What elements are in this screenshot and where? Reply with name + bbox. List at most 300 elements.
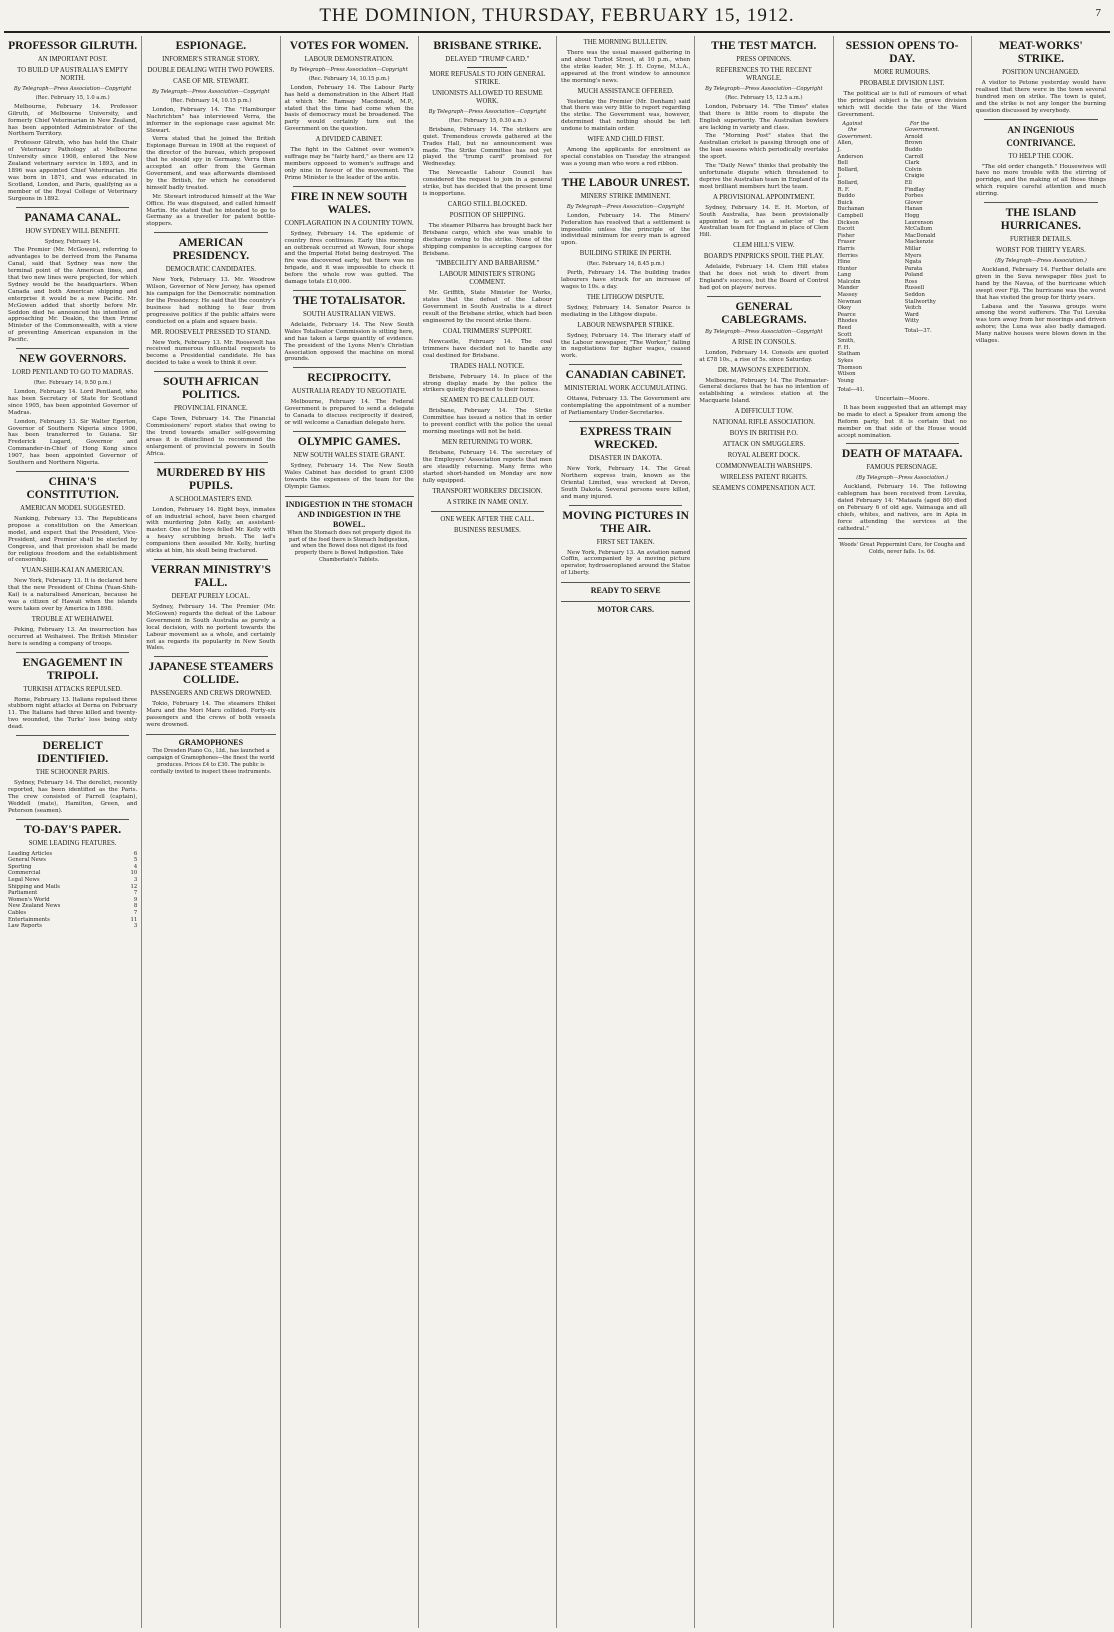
paragraph: Nanking, February 13. The Republicans propose a constitution on the American model, and expect that the President, Vice-President, and Premier shall be elected by Congress, and that provision shall be made for religious freedom and the establishment of censorship. (8, 515, 138, 564)
contents-row (8, 910, 137, 917)
divider (293, 290, 406, 291)
paragraph: Cape Town, February 14. The Financial Commissioners' report states that owing to the trend towards smaller self-governing areas it is disinclined to recommend the enlargement of provincial powers in South Africa. (146, 416, 276, 457)
paragraph: Verra stated that he joined the British Espionage Bureau in 1908 at the request of the director of the bureau, which proposed that he should spy in Germany. Verra then accepted an offer from the German Government, and was afterwards dismissed by the British, for which he considered himself badly treated. (146, 136, 276, 191)
dateline: Sydney, February 14. (44, 238, 101, 245)
contents-row (8, 851, 137, 858)
member-name: Fisher (837, 232, 855, 239)
member-name: Colvin (904, 166, 922, 173)
paragraph: Brisbane, February 14. In place of the strong display made by the police the strikers quietly dispersed to their homes. (422, 373, 552, 394)
member-name: Clark (904, 160, 920, 167)
paragraph: Brisbane, February 14. The Strike Committee has issued a notice that in order to prevent conflict with the police the usual morning meetings will not be held. (422, 408, 552, 436)
subheading: POSITION OF SHIPPING. (449, 211, 526, 219)
advertisement (285, 496, 414, 565)
subheading: BUILDING STRIKE IN PERTH. (579, 250, 672, 258)
subheading: REFERENCES TO THE RECENT WRANGLE. (715, 67, 812, 82)
subheading: BUSINESS RESUMES. (453, 526, 521, 534)
contents-label: New Zealand News (8, 903, 61, 910)
total-against: Total—41. (837, 387, 865, 394)
subheading: DELAYED "TRUMP CARD." (445, 56, 530, 63)
divider (569, 505, 682, 506)
paragraph: Adelaide, February 14. Clem Hill states that he does not wish to divert from England's success, but the Board of Control had got on players' nerves. (699, 264, 829, 291)
subheading: TO BUILD UP AUSTRALIA'S EMPTY NORTH. (17, 67, 129, 82)
subheading: DEMOCRATIC CANDIDATES. (165, 266, 256, 274)
dateline: (Rec. February 15, 12.5 a.m.) (725, 94, 803, 101)
headline: BRISBANE STRIKE. (433, 40, 542, 52)
against-names (838, 140, 868, 384)
paragraph: Professor Gilruth, who has held the Chair of Veterinary Pathology at Melbourne University since 1908, entered the New Zealand veterinary service in 1893, and in 1896 was appointed Chief Veterinarian. He was born in 1871, and was educated in Scotland, London, and Paris, qualifying as a member of the Royal College of Veterinary Surgeons in 1892. (8, 140, 138, 202)
subheading: CASE OF MR. STEWART. (173, 78, 249, 85)
paragraph: London, February 14. Eight boys, inmates of an industrial school, have been charged with murdering John Kelly, an assistant-master. One of the boys felled Mr. Kelly with a heavy scrubbing brush. The lad's companions then assailed Mr. Kelly, hurling sticks at him, his skull being fractured. (146, 506, 276, 555)
member-name: Anderson (837, 153, 864, 160)
headline: ENGAGEMENT IN TRIPOLI. (22, 656, 123, 682)
divider (16, 348, 129, 349)
byline: (By Telegraph—Press Association.) (856, 475, 948, 482)
headline: PANAMA CANAL. (24, 211, 121, 224)
member-name: Glover (904, 199, 923, 206)
subheading: A STRIKE IN NAME ONLY. (446, 498, 529, 506)
subheading: SEAMEN'S COMPENSATION ACT. (712, 485, 816, 493)
paragraph: The fight in the Cabinet over women's suffrage may be "fairly hard," as there are 12 members opposed to women's suffrage and only nine in favour of the movement. The Prime Minister is the leader of the antis. (284, 147, 414, 181)
subheading: ROYAL ALBERT DOCK. (727, 452, 801, 460)
dateline: (Rec. February 15, 1.0 a.m.) (35, 94, 110, 101)
member-name: Fraser (837, 239, 856, 246)
divider (984, 202, 1098, 203)
subheading: BOYS IN BRITISH P.O. (729, 430, 798, 438)
paragraph: Sydney, February 14. The epidemic of country fires continues. Early this morning an outbreak occurred at Wowan, four shops and the Imperial Hotel being destroyed. The fire was discovered early, but there was no brigade, and it was impossible to check it before the whole row was gutted. The damage totals £10,000. (284, 230, 414, 286)
member-name: Pearce (837, 311, 856, 318)
contents-label: Commercial (8, 870, 41, 877)
byline: (By Telegraph—Press Association.) (994, 258, 1087, 265)
member-name: Newman (837, 298, 862, 305)
dateline: (Rec. February 14, 10.15 p.m.) (308, 75, 390, 82)
subheading: FIRST SET TAKEN. (596, 538, 655, 546)
member-name: Lang (837, 272, 851, 279)
paragraph: The steamer Pilbarra has brought back her Brisbane cargo, which she was unable to discharge owing to the strike. None of the shipping companies is accepting cargoes for Brisbane. (422, 222, 552, 257)
paragraph: Perth, February 14. The building trades labourers have struck for an increase of wages to 10s. a day. (561, 270, 691, 290)
column-5 (557, 36, 695, 1628)
contents-row (8, 897, 137, 904)
contents-row (8, 870, 137, 877)
contents-list (8, 851, 137, 930)
subheading: "IMBECILITY AND BARBARISM." (435, 260, 540, 268)
subheading: MUCH ASSISTANCE OFFERED. (577, 87, 674, 95)
headline: AMERICAN PRESIDENCY. (172, 237, 250, 263)
contents-label: Parliament (8, 890, 38, 897)
member-name: Myers (904, 252, 922, 259)
subheading: FURTHER DETAILS. (1010, 236, 1072, 244)
subheading: SEAMEN TO BE CALLED OUT. (440, 397, 535, 405)
divider (154, 371, 267, 372)
paragraph: New York, February 13. Mr. Roosevelt has received numerous influential requests to become a Presidential candidate. He has decided to take a week to think it over. (146, 339, 276, 367)
subheading: SOME LEADING FEATURES. (28, 839, 117, 847)
member-name: Ward (904, 311, 919, 318)
subheading: THE SCHOONER PARIS. (35, 769, 110, 777)
paragraph: London, February 14. Consols are quoted at £78 10s., a rise of 5s. since Saturday. (699, 349, 829, 363)
member-name: Seddon (904, 292, 925, 299)
subheading: WORST FOR THIRTY YEARS. (995, 247, 1086, 255)
byline: By Telegraph—Press Association—Copyright (152, 89, 270, 95)
uncertain-note: Uncertain—Moore. (875, 395, 930, 402)
divider (293, 186, 406, 187)
subheading: SOUTH AUSTRALIAN VIEWS. (303, 310, 396, 318)
masthead-rule (4, 31, 1110, 33)
divider (293, 431, 406, 432)
divider (984, 119, 1098, 120)
subheading: POSITION UNCHANGED. (1002, 69, 1080, 76)
member-name: Forbes (904, 193, 924, 200)
subheading: TROUBLE AT WEIHAIWEI. (31, 615, 114, 623)
paragraph: The "Daily News" thinks that probably the unfortunate dispute which threatened to deprive the Australian team in England of its most brilliant members hurt the team. (699, 163, 829, 190)
paragraph: Melbourne, February 14. The Postmaster-General declares that he has no intention of establishing a wireless station at the Macquarie Island. (699, 377, 829, 405)
subheading: AMERICAN MODEL SUGGESTED. (20, 504, 126, 512)
paragraph: Brisbane, February 14. The strikers are quiet. Tremendous crowds gathered at the Trades Hall, but no announcement was made. The Strike Committee has not yet played the "trump card" promised for Wednesday. (422, 126, 552, 168)
contents-row (8, 877, 137, 884)
subheading: CLEM HILL'S VIEW. (733, 242, 795, 250)
paragraph: Among the applicants for enrolment as special constables on Tuesday the strangest was a young man who wore a red ribbon. (561, 147, 691, 167)
paragraph: London, February 14. The Labour Party has held a demonstration in the Albert Hall at which Mr. Ramsay Macdonald, M.P., stated that the time had come when the basis of democracy must be broadened. The party would certainly turn out the Government on the question. (284, 84, 414, 133)
paragraph: London, February 13. Sir Walter Egerton, Governor of Southern Nigeria since 1906, has been transferred to Guiana. Sir Frederick Lugard, Governor and Commander-in-Chief of Hong Kong since 1907, has been appointed Governor of Southern and Northern Nigeria. (8, 418, 138, 467)
subheading: NEW SOUTH WALES STATE GRANT. (293, 452, 406, 459)
paragraph: Melbourne, February 14. Professor Gilruth, of Melbourne University, and formerly Chief Veterinarian in New Zealand, has been appointed Administrator of the Northern Territory. (8, 103, 138, 138)
contents-row (8, 857, 137, 864)
dateline: (Rec. February 14, 10.15 p.m.) (170, 97, 252, 104)
subheading: DOUBLE DEALING WITH TWO POWERS. (147, 67, 275, 74)
headline: SESSION OPENS TO-DAY. (845, 40, 959, 65)
contents-page: 10 (130, 870, 138, 877)
member-name: Witty (904, 318, 920, 325)
member-name: Russell (904, 285, 925, 292)
member-name: Mackenzie (904, 239, 934, 246)
total-for: Total—37. (904, 328, 932, 335)
member-name: Carroll (904, 153, 924, 160)
divider (846, 443, 959, 444)
byline: By Telegraph—Press Association—Copyright (428, 109, 547, 115)
subheading: DR. MAWSON'S EXPEDITION. (717, 366, 810, 374)
contents-label: Shipping and Mails (8, 883, 61, 890)
member-name: Buddo (837, 193, 855, 200)
member-name: Escott (837, 226, 855, 233)
paragraph: London, February 14. The Miners' Federation has resolved that a settlement is impossible unless the principle of the individual minimum for every man is agreed upon. (561, 212, 691, 247)
divider (569, 364, 682, 365)
paragraph: Sydney, February 14. The New South Wales Cabinet has decided to grant £300 towards the expenses of the team for the Olympic Games. (284, 463, 414, 490)
against-list (838, 121, 900, 394)
headline: DEATH OF MATAAFA. (841, 448, 963, 461)
divider (16, 207, 129, 208)
headline: AN INGENIOUS CONTRIVANCE. (1006, 124, 1076, 148)
subheading: PRESS OPINIONS. (736, 56, 792, 63)
paragraph: New York, February 13. An aviation named Coffin, accompanied by a moving picture operator, hydroaeroplaned around the Statue of Liberty. (561, 549, 691, 577)
divider (154, 232, 267, 233)
headline: RECIPROCITY. (307, 372, 391, 385)
subheading: BOARD'S PINPRICKS SPOIL THE PLAY. (703, 253, 824, 261)
divider (569, 421, 682, 422)
ad-text: Woods' Great Peppermint Cure, for Coughs and Colds, never fails. 1s. 6d. (839, 541, 965, 555)
paragraph: Brisbane, February 14. The secretary of the Employers' Association reports that men are steadily returning. Many firms who started short-handed on Monday are now fully equipped. (422, 450, 552, 484)
column-1 (4, 36, 142, 1628)
subheading: FAMOUS PERSONAGE. (866, 464, 938, 472)
contents-row (8, 923, 137, 930)
member-name: Harris (837, 245, 855, 252)
member-name: Smith, F. H. (837, 338, 856, 351)
for-heading: For the Government. (904, 120, 940, 134)
subheading: PROVINCIAL FINANCE. (173, 405, 248, 413)
subheading: COMMONWEALTH WARSHIPS. (715, 463, 813, 471)
headline: DERELICT IDENTIFIED. (36, 740, 109, 766)
contents-label: General News (8, 857, 47, 864)
contents-row (8, 890, 137, 897)
paragraph: Peking, February 13. An insurrection has occurred at Weihaiwei. The British Minister here is sending a company of troops. (8, 626, 138, 647)
paragraph: "The old order changeth." Housewives will have no more trouble with the stirring of porridge, and the making of all those things which require careful attention and much stirring. (975, 163, 1106, 198)
contents-label: Women's World (8, 896, 50, 903)
against-heading: Against the Government. (837, 120, 873, 140)
byline: By Telegraph—Press Association—Copyright (13, 86, 132, 92)
paragraph: The Premier (Mr. McGowen), referring to advantages to be derived from the Panama Canal, said that Sydney was now the terminal point of the American lines, and that two new lines were projected, for which Sydney would be the headquarters. When Canada and both American shipping and enterprise it would be a new Pacific. Mr. McGowen added that shortly before Mr. Seddon died he announced his intention of approaching Mr. Deakin, the then Prime Minister of the Commonwealth, with a view of preventing American expansion in the Pacific. (8, 247, 138, 344)
member-name: Statham (837, 351, 861, 358)
headline: EXPRESS TRAIN WRECKED. (579, 426, 672, 451)
subheading: THE LITHGOW DISPUTE. (586, 293, 665, 301)
subheading: INFORMER'S STRANGE STORY. (162, 56, 260, 63)
member-name: Buchanan (837, 206, 865, 213)
headline: VERRAN MINISTRY'S FALL. (150, 563, 271, 589)
headline: THE TOTALISATOR. (293, 294, 406, 307)
headline: TO-DAY'S PAPER. (24, 823, 122, 836)
headline: VOTES FOR WOMEN. (289, 40, 409, 52)
byline: By Telegraph—Press Association—Copyright (705, 328, 823, 335)
contents-page: 6 (133, 850, 138, 857)
headline: SOUTH AFRICAN POLITICS. (163, 376, 259, 402)
paragraph: Auckland, February 14. Further details are given in the Suva newspaper files just to hand by the Navua, of the hurricane which swept over Fiji. The hurricane was the worst that has visited the group for thirty years. (975, 266, 1106, 301)
paragraph: Mr. Stewart introduced himself at the War Office. He was disguised, and called himself Martin. He stated that he intended to go to Germany as a traveller for patent bottle-stoppers. (146, 193, 276, 228)
column-2 (142, 36, 280, 1628)
contents-label: Legal News (8, 877, 40, 883)
subheading: MR. ROOSEVELT PRESSED TO STAND. (151, 328, 271, 336)
subheading: NATIONAL RIFLE ASSOCIATION. (712, 419, 816, 427)
member-name: Wilson (837, 371, 856, 378)
member-name: Ell (904, 179, 912, 186)
dateline: (Rec. February 14, 9.50 p.m.) (33, 380, 112, 387)
member-name: Brown (904, 140, 923, 147)
subheading: MORE REFUSALS TO JOIN GENERAL STRIKE. (429, 71, 546, 86)
divider (431, 511, 544, 512)
contents-label: Sporting (8, 863, 32, 870)
subheading: CARGO STILL BLOCKED. (447, 200, 527, 208)
paragraph: New York, February 13. Mr. Woodrow Wilson, Governor of New Jersey, has opened his campaign for the Democratic nomination for the Presidency. He said that the country's business had nothing to fear from progressive politics if the public affairs were conducted on a plain and square basis. (146, 277, 276, 325)
column-4 (419, 36, 557, 1628)
subheading: TRADES HALL NOTICE. (450, 362, 525, 370)
member-name: Buddo (904, 147, 922, 153)
divider (154, 559, 267, 560)
columns (4, 36, 1110, 1628)
contents-page: 11 (130, 916, 138, 923)
paragraph: Adelaide, February 14. The New South Wales Totalisator Commission is sitting here, and has taken a large quantity of evidence. The president of the Lyons Men's Christian Association opposed the machine on moral grounds. (284, 321, 414, 363)
paragraph: London, February 14. "The Times" states that there is little room to dispute the English superiority. The Australian bowlers are lacking in variety and class. (699, 103, 829, 131)
paragraph: Sydney, February 14. Senator Pearce is mediating in the Lithgow dispute. (561, 304, 691, 318)
advertisement (561, 601, 690, 615)
divider (293, 367, 406, 368)
member-name: Reed (837, 325, 852, 332)
subheading: MINERS' STRIKE IMMINENT. (580, 192, 671, 200)
divider (16, 652, 129, 653)
subheading: LORD PENTLAND TO GO TO MADRAS. (12, 369, 134, 377)
member-name: Stallworthy (904, 298, 936, 305)
member-name: Bollard, R. F. (837, 179, 859, 193)
contents-page: 9 (133, 896, 138, 903)
paragraph: Sydney, February 14. The derelict, recently reported, has been identified as the Paris. The crew consisted of Farrell (captain), Weddell (mate), Hamilton, Green, and Peterson (seamen). (8, 780, 138, 814)
member-name: Young (837, 377, 854, 384)
member-name: Ngata (904, 259, 922, 266)
headline: CHINA'S CONSTITUTION. (26, 475, 119, 501)
paragraph: Tokio, February 14. The steamers Ehikei Maru and the Mori Maru collided. Forty-six passengers and the crews of both vessels were drowned. (146, 701, 276, 729)
paragraph: The "Morning Post" states that the Australian cricket is passing through one of the lean seasons which periodically overtake the sport. (699, 133, 829, 161)
contents-label: Leading Articles (8, 850, 53, 857)
member-name: Mander (837, 285, 859, 292)
member-name: Arnold (904, 133, 923, 140)
advertisement (561, 582, 690, 596)
member-name: Bell (837, 160, 848, 167)
subheading: LABOUR MINISTER'S STRONG COMMENT. (439, 271, 536, 287)
paragraph: Rome, February 13. Italians repulsed three stubborn night attacks at Derna on February 11. The Italians had three killed and twenty-two wounded, the Turks' loss being sixty dead. (8, 696, 138, 731)
member-name: MacDonald (904, 232, 936, 239)
member-name: McCallum (904, 226, 933, 233)
member-name: Hanan (904, 206, 923, 213)
contents-label: Cables (8, 909, 27, 916)
member-name: Herries (837, 252, 858, 259)
headline: MURDERED BY HIS PUPILS. (156, 466, 266, 492)
subheading: MORE RUMOURS. (873, 69, 931, 76)
member-name: Laurenson (904, 219, 934, 226)
member-name: Ross (904, 278, 918, 285)
column-6 (695, 36, 833, 1628)
contents-page: 8 (133, 903, 138, 910)
contents-label: Law Reports (8, 923, 42, 930)
byline: By Telegraph—Press Association—Copyright (705, 86, 823, 92)
subheading: UNIONISTS ALLOWED TO RESUME WORK. (432, 90, 543, 105)
subheading: ATTACK ON SMUGGLERS. (722, 441, 806, 449)
member-name: Buick (837, 199, 853, 206)
paragraph: New York, February 14. The Great Northern express train, known as the Oriental Limited, was wrecked at Devon, South Dakota. Several persons were killed, and many injured. (561, 466, 691, 500)
paragraph: The political air is full of rumours of what the principal subject is the grave division which will decide the fate of the Ward Government. (837, 91, 967, 118)
member-name: Malcolm (837, 278, 861, 285)
subheading: A RISE IN CONSOLS. (731, 338, 796, 346)
paragraph: It has been suggested that an attempt may be made to elect a Speaker from among the Reform party, but it is certain that no member on that side of the House would accept nomination. (837, 404, 967, 439)
subheading: WIFE AND CHILD FIRST. (587, 136, 664, 144)
headline: ESPIONAGE. (175, 40, 247, 52)
subheading: DISASTER IN DAKOTA. (589, 455, 663, 462)
column-8 (972, 36, 1110, 1628)
paragraph: Sydney, February 14. The Premier (Mr. McGowen) regards the defeat of the Labour Government in South Australia as purely a local decision, with no portent towards the Labour movement as a whole, and certainly not as regards its popularity in New South Wales. (146, 603, 276, 652)
paragraph: The Newcastle Labour Council has considered the request to join in a general strike, but has decided that the present time is inopportune. (422, 170, 552, 197)
contents-row (8, 903, 137, 910)
subheading: A DIVIDED CABINET. (315, 136, 383, 144)
subheading: HOW SYDNEY WILL BENEFIT. (25, 227, 120, 235)
headline: OLYMPIC GAMES. (297, 436, 401, 448)
headline: THE TEST MATCH. (711, 40, 817, 52)
masthead (0, 0, 1114, 30)
subheading: MEN RETURNING TO WORK. (442, 439, 533, 446)
headline: MEAT-WORKS' STRIKE. (999, 40, 1083, 65)
contents-row (8, 864, 137, 871)
member-name: Scott (837, 331, 852, 338)
divider (467, 67, 507, 68)
subheading: TO HELP THE COOK. (1008, 152, 1074, 160)
subheading: A PROVISIONAL APPOINTMENT. (712, 193, 815, 201)
contents-page: 4 (133, 863, 138, 870)
member-name: Rhodes (837, 318, 858, 325)
dateline: (Rec. February 14, 8.45 p.m.) (586, 261, 665, 268)
headline: THE LABOUR UNREST. (561, 176, 690, 189)
headline: THE ISLAND HURRICANES. (1000, 207, 1081, 233)
headline: FIRE IN NEW SOUTH WALES. (290, 190, 408, 216)
subheading: PASSENGERS AND CREWS DROWNED. (150, 690, 272, 698)
headline: PROFESSOR GILRUTH. (8, 40, 138, 52)
divider (16, 735, 129, 736)
dateline: (Rec. February 15, 0.30 a.m.) (448, 117, 527, 124)
headline: NEW GOVERNORS. (19, 353, 127, 366)
contents-label: Entertainments (8, 916, 50, 923)
member-name: Thomson (837, 364, 862, 371)
member-name: Hogg (904, 212, 920, 219)
divider (16, 471, 129, 472)
subheading: YUAN-SHIH-KAI AN AMERICAN. (21, 567, 124, 575)
headline: JAPANESE STEAMERS COLLIDE. (148, 661, 274, 687)
paragraph: London, February 14. Lord Pentland, who has been Secretary of State for Scotland since 1905, has been appointed Governor of Madras. (8, 389, 138, 416)
for-list (905, 121, 967, 394)
member-name: Craigie (904, 173, 925, 180)
paragraph: A visitor to Petone yesterday would have realised that there were in the town several hundred men on strike. The town is quiet, and the strike is not any longer the burning question discussed by everybody. (975, 80, 1106, 114)
byline: By Telegraph—Press Association—Copyright (290, 67, 408, 73)
subheading: DEFEAT PURELY LOCAL. (171, 592, 251, 600)
advertisement (838, 538, 967, 556)
ad-text: When the Stomach does not properly digest its part of the food there is Stomach Indigestion, and when the Bowel does not digest its food properly there is Bowel Indigestion. Take Chamberlain's Tablets. (287, 529, 412, 564)
column-3 (281, 36, 419, 1628)
member-name: Massey (837, 292, 858, 299)
subheading: TRANSPORT WORKERS' DECISION. (432, 487, 543, 495)
ad-title: GRAMOPHONES (178, 737, 244, 747)
ad-title: INDIGESTION IN THE STOMACH AND INDIGESTION IN THE BOWEL. (285, 499, 413, 529)
subheading: THE MORNING BULLETIN. (583, 39, 668, 46)
headline: GENERAL CABLEGRAMS. (721, 300, 807, 326)
subheading: A SCHOOLMASTER'S END. (169, 495, 253, 503)
member-name: Hine (837, 259, 851, 266)
member-name: Bollard, J. (837, 166, 859, 180)
divider (154, 656, 267, 657)
paragraph: There was the usual massed gathering in and about Turbot Street, at 10 p.m., when the strike leader, Mr. J. H. Coyne, M.L.A., appeared at the front window to announce the morning's news. (561, 50, 691, 84)
page-number: 7 (1095, 7, 1102, 19)
byline: By Telegraph—Press Association—Copyright (566, 203, 685, 210)
member-name: Hunter (837, 265, 857, 272)
subheading: AUSTRALIA READY TO NEGOTIATE. (291, 388, 407, 396)
headline: CANADIAN CABINET. (565, 369, 686, 382)
member-name: Sykes (837, 358, 854, 364)
subheading: ONE WEEK AFTER THE CALL. (440, 515, 535, 523)
contents-page: 7 (133, 909, 138, 916)
member-name: Parata (904, 265, 923, 272)
member-name: Okey (837, 305, 852, 312)
paragraph: Auckland, February 14. The following cablegram has been received from Levuka, dated February 14: "Mataafa (aged 80) died on February 6 of old age. Vaimauga and all chiefs, whites, and natives, are in Apia in force attending the services at the cathedral." (837, 484, 967, 532)
paragraph: Melbourne, February 14. The Federal Government is prepared to send a delegate to Canada to discuss reciprocity if desired, or will welcome a Canadian delegate here. (284, 399, 414, 427)
column-7 (834, 36, 972, 1628)
paragraph: Ottawa, February 13. The Government are contemplating the appointment of a number of Parliamentary Under-Secretaries. (561, 396, 691, 417)
division-list (838, 121, 967, 394)
advertisement (146, 734, 275, 776)
divider (16, 819, 129, 820)
member-name: Campbell (837, 212, 864, 219)
paragraph: London, February 14. The "Hamburger Nachrichten" has interviewed Verra, the informer in the espionage case against Mr. Stewart. (146, 106, 276, 134)
contents-row (8, 884, 137, 891)
ad-text: The Dresden Piano Co., Ltd., has launched a campaign of Gramophones—the finest the world produces. Prices £4 to £30. The public is cordially invited to inspect these instruments. (147, 747, 275, 775)
headline: MOVING PICTURES IN THE AIR. (562, 509, 689, 535)
contents-page: 3 (133, 877, 138, 883)
